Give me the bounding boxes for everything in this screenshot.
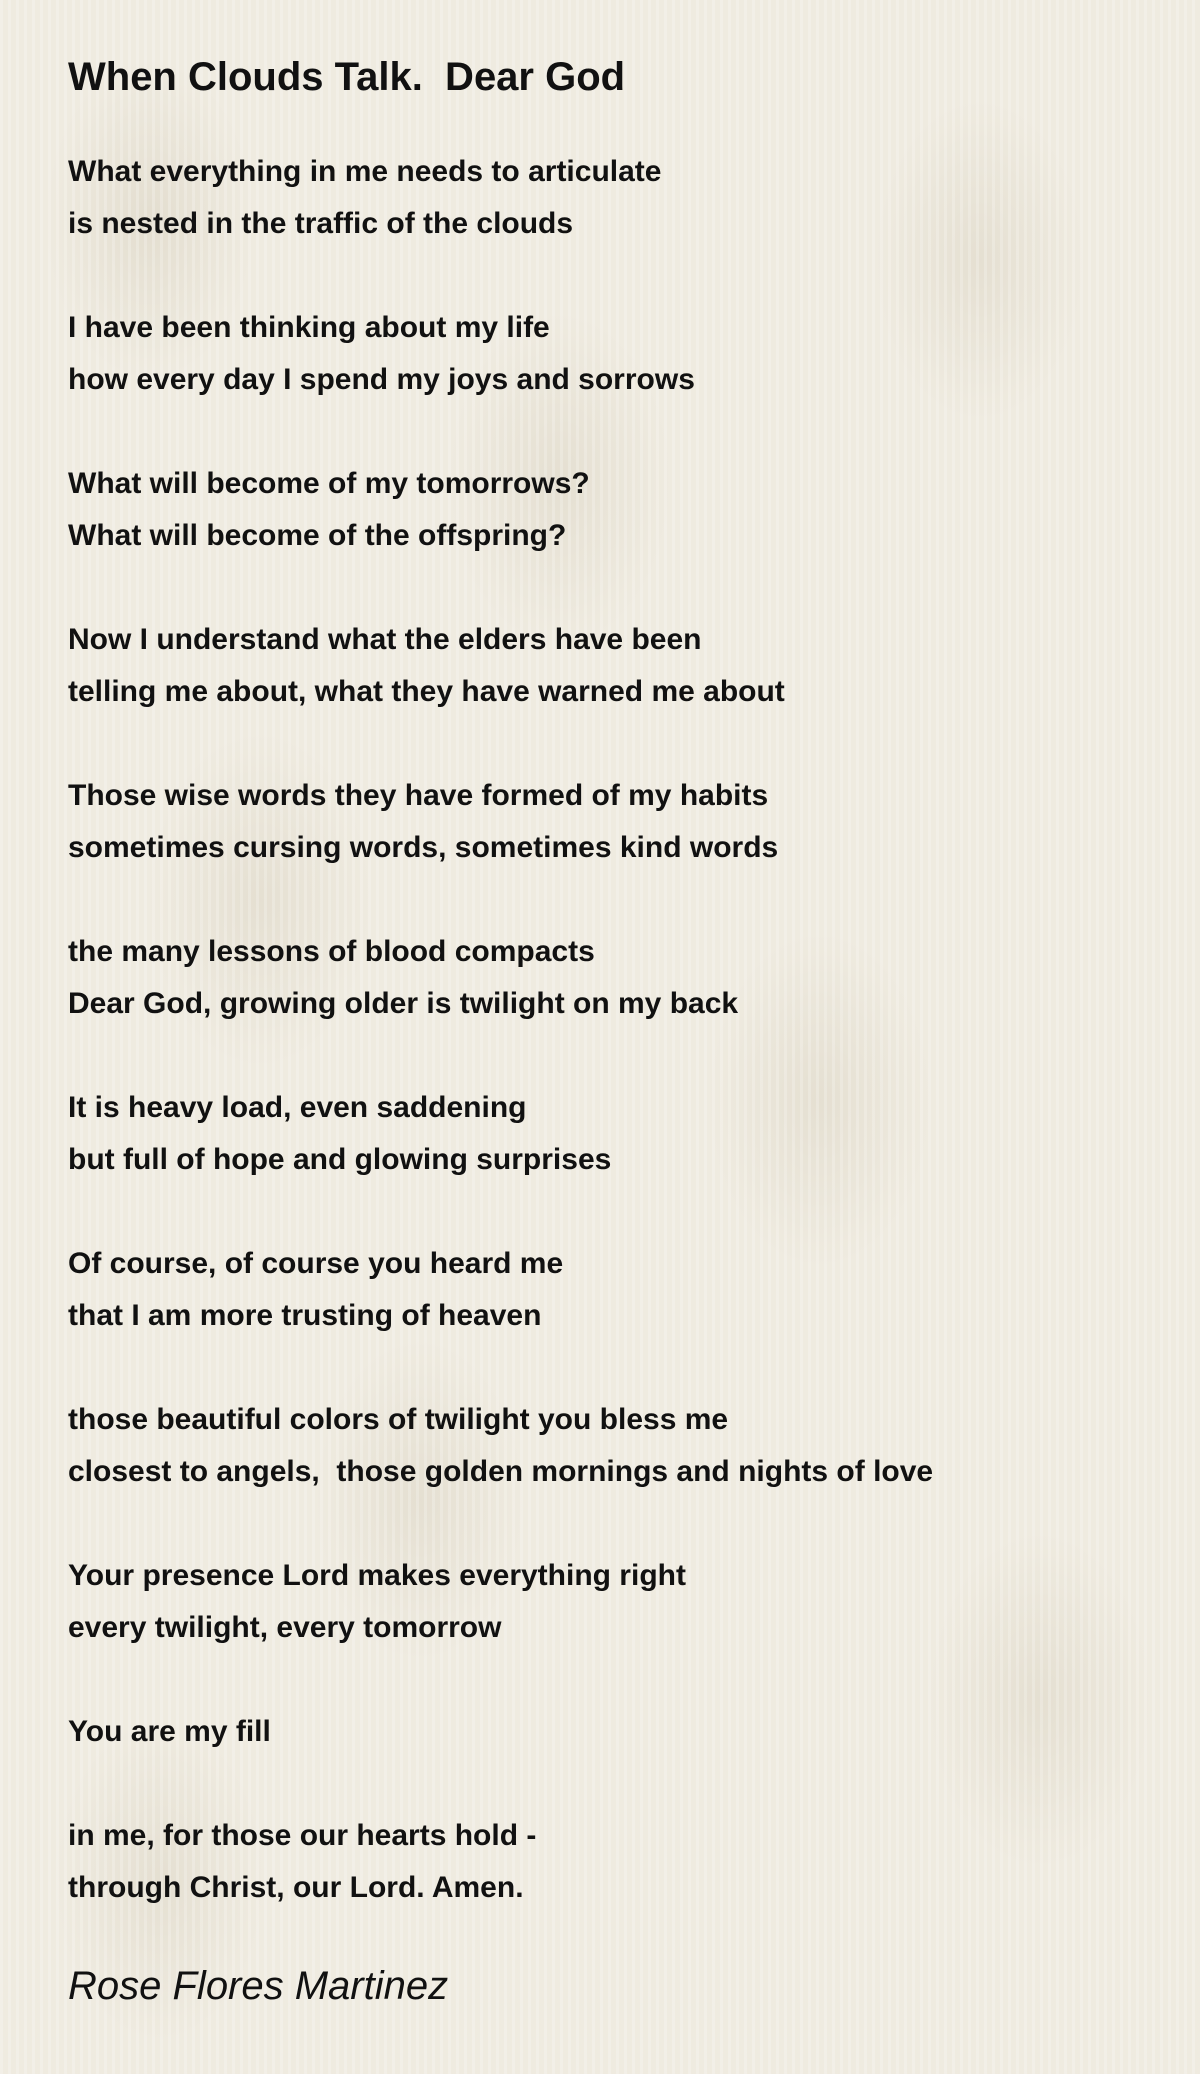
poem-line: Now I understand what the elders have been — [68, 623, 702, 656]
poem-line: closest to angels, those golden mornings and nights of love — [68, 1455, 934, 1488]
stanza — [68, 458, 1168, 562]
poem-line: how every day I spend my joys and sorrows — [68, 363, 695, 396]
poem-line: telling me about, what they have warned me about — [68, 675, 785, 708]
poem-title: When Clouds Talk. Dear God — [68, 55, 626, 99]
stanza — [68, 302, 1168, 406]
poem-line: I have been thinking about my life — [68, 311, 550, 344]
poem-line: the many lessons of blood compacts — [68, 935, 595, 968]
stanza — [68, 1706, 1168, 1758]
stanza — [68, 926, 1168, 1030]
poem-line: is nested in the traffic of the clouds — [68, 207, 574, 240]
stanza — [68, 1810, 1168, 1914]
stanza — [68, 1394, 1168, 1498]
poem-line: What will become of my tomorrows? — [68, 467, 590, 500]
poem-line: every twilight, every tomorrow — [68, 1611, 502, 1644]
poem-line: Those wise words they have formed of my habits — [68, 779, 769, 812]
poem-line: Of course, of course you heard me — [68, 1247, 564, 1280]
poem-line: through Christ, our Lord. Amen. — [68, 1871, 524, 1904]
poem-line: Dear God, growing older is twilight on my back — [68, 987, 739, 1020]
poem-line: What everything in me needs to articulate — [68, 155, 662, 188]
poem-line: You are my fill — [68, 1715, 271, 1748]
stanza — [68, 146, 1168, 250]
poem-author: Rose Flores Martinez — [68, 1964, 449, 2008]
stanza — [68, 1238, 1168, 1342]
stanza — [68, 1082, 1168, 1186]
stanza — [68, 770, 1168, 874]
poem-line: that I am more trusting of heaven — [68, 1299, 542, 1332]
stanza — [68, 1550, 1168, 1654]
stanza — [68, 614, 1168, 718]
poem-line: sometimes cursing words, sometimes kind words — [68, 831, 779, 864]
poem-line: in me, for those our hearts hold - — [68, 1819, 537, 1852]
poem-line: those beautiful colors of twilight you bless me — [68, 1403, 729, 1436]
poem-line: Your presence Lord makes everything right — [68, 1559, 686, 1592]
poem-line: It is heavy load, even saddening — [68, 1091, 527, 1124]
poem-page — [68, 44, 1168, 2016]
poem-line: but full of hope and glowing surprises — [68, 1143, 612, 1176]
poem-body — [68, 146, 1168, 1914]
poem-line: What will become of the offspring? — [68, 519, 567, 552]
